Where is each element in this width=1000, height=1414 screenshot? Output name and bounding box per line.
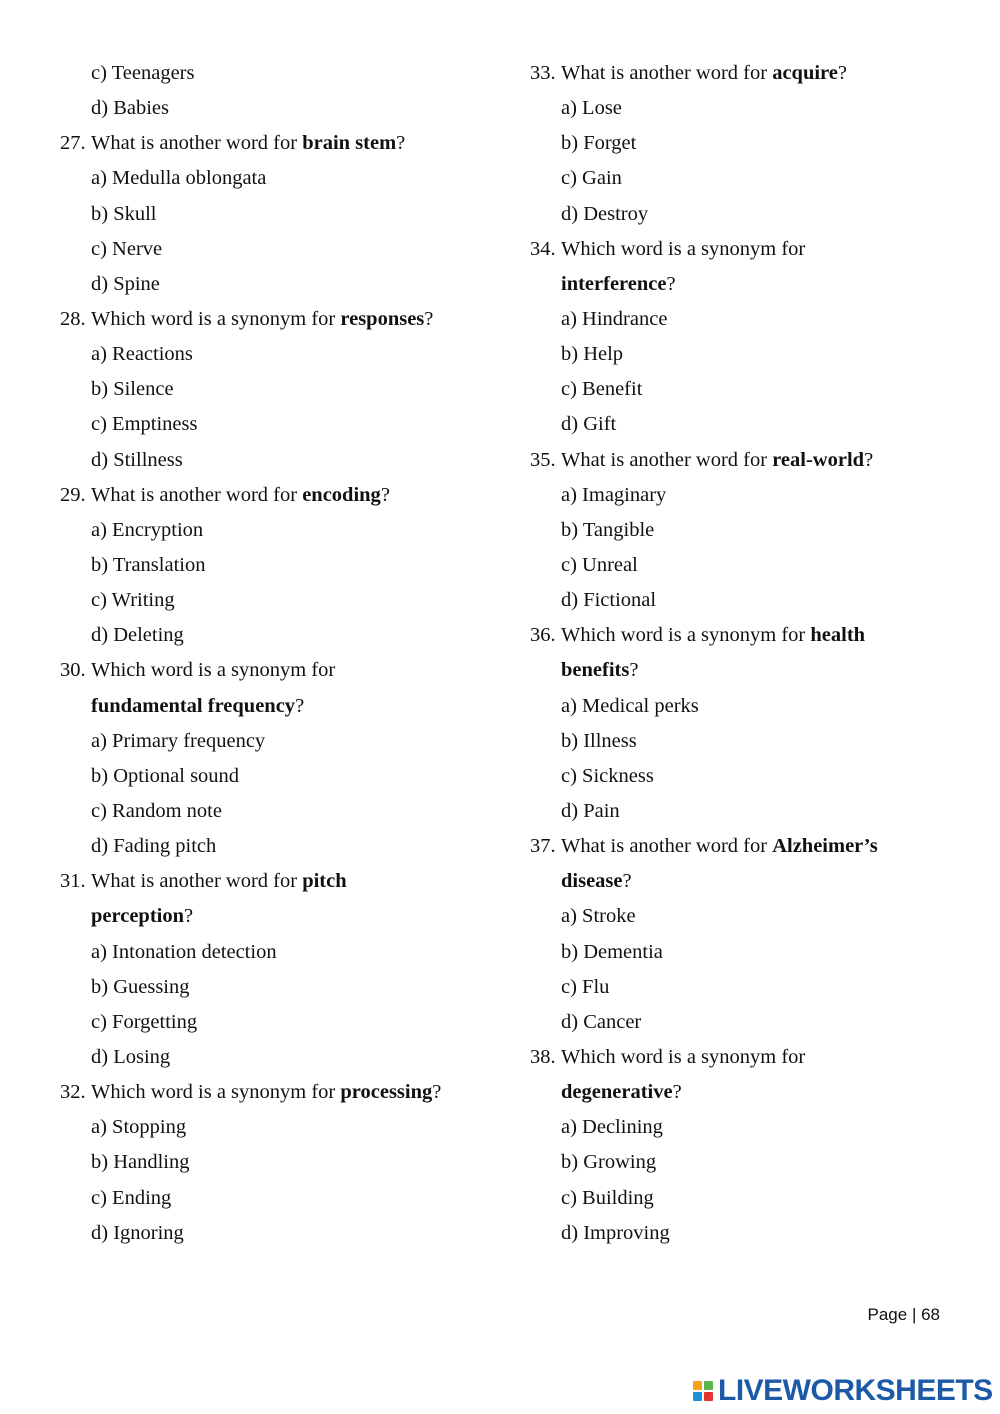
keyword: pitch — [302, 870, 347, 893]
liveworksheets-brand — [693, 1376, 993, 1406]
question-stem — [561, 238, 805, 260]
answer-option: c) Random note — [91, 799, 222, 822]
answer-option: b) Illness — [561, 729, 637, 752]
answer-option: d) Gift — [561, 413, 617, 436]
question-stem — [561, 624, 865, 646]
question-stem — [91, 308, 433, 330]
question-number: 27. — [60, 132, 86, 155]
answer-option: d) Destroy — [561, 202, 649, 225]
answer-option: d) Losing — [91, 1045, 171, 1068]
question-36 — [530, 618, 950, 653]
answer-option: a) Hindrance — [561, 307, 668, 330]
logo-square-1 — [693, 1381, 702, 1390]
answer-option: c) Unreal — [561, 553, 638, 576]
answer-option: a) Medical perks — [561, 694, 699, 717]
question-text: What is another word for — [561, 62, 773, 84]
answer-option: b) Skull — [91, 202, 157, 225]
answer-option: c) Writing — [91, 589, 175, 612]
question-text: What is another word for — [91, 132, 303, 155]
left-column — [60, 56, 480, 1251]
question-text: Which word is a synonym for — [561, 1045, 806, 1068]
keyword: interference — [561, 272, 667, 295]
answer-option: c) Building — [561, 1186, 654, 1209]
question-stem — [561, 1046, 805, 1068]
keyword: real-world — [772, 448, 865, 471]
question-number: 30. — [60, 659, 86, 682]
question-31 — [60, 864, 480, 899]
answer-option: a) Imaginary — [561, 483, 667, 506]
question-text: Which word is a synonym for — [561, 237, 806, 260]
answer-option: b) Translation — [91, 553, 206, 576]
keyword: processing — [340, 1081, 433, 1104]
answer-option: d) Deleting — [91, 624, 184, 647]
answer-option: a) Reactions — [91, 343, 193, 366]
question-number: 32. — [60, 1081, 86, 1104]
question-stem — [91, 870, 347, 892]
question-stem — [91, 484, 390, 506]
keyword: Alzheimer’s — [772, 835, 878, 858]
brand-wordmark: LIVEWORKSHEETS — [718, 1374, 993, 1407]
answer-option: c) Gain — [561, 167, 622, 190]
question-text: ? — [864, 448, 874, 471]
question-stem-continued — [530, 1075, 950, 1110]
keyword: perception — [91, 905, 185, 928]
question-28 — [60, 302, 480, 337]
answer-option: c) Teenagers — [91, 62, 195, 84]
answer-option: c) Flu — [561, 975, 610, 998]
answer-option: b) Tangible — [561, 518, 655, 541]
question-stem-continued — [530, 267, 950, 302]
answer-option: d) Babies — [91, 97, 169, 120]
question-text: ? — [396, 132, 406, 155]
answer-option: a) Stroke — [561, 905, 636, 928]
question-number: 35. — [530, 448, 556, 471]
answer-option: a) Stopping — [91, 1116, 187, 1139]
logo-square-2 — [704, 1381, 713, 1390]
answer-option: c) Nerve — [91, 237, 163, 260]
answer-option: a) Lose — [561, 97, 622, 120]
logo-square-4 — [704, 1392, 713, 1401]
question-34 — [530, 232, 950, 267]
question-number: 33. — [530, 62, 556, 84]
answer-option: b) Help — [561, 343, 624, 366]
keyword: disease — [561, 870, 623, 893]
question-38 — [530, 1040, 950, 1075]
logo-square-3 — [693, 1392, 702, 1401]
answer-option: c) Emptiness — [91, 413, 198, 436]
question-text: Which word is a synonym for — [91, 307, 341, 330]
question-text: What is another word for — [561, 835, 773, 858]
question-text: Which word is a synonym for — [561, 624, 811, 647]
answer-option: b) Guessing — [91, 975, 190, 998]
question-text: ? — [672, 1081, 682, 1104]
question-text: ? — [184, 905, 194, 928]
right-column — [530, 56, 950, 1251]
keyword: health — [810, 624, 866, 647]
answer-option: c) Ending — [91, 1186, 172, 1209]
question-27 — [60, 126, 480, 161]
question-29 — [60, 478, 480, 513]
answer-option: c) Sickness — [561, 764, 654, 787]
question-text: ? — [432, 1081, 442, 1104]
question-stem — [91, 659, 335, 681]
answer-option: b) Handling — [91, 1151, 190, 1174]
question-stem — [561, 62, 847, 84]
question-text: Which word is a synonym for — [91, 1081, 341, 1104]
question-stem — [561, 449, 873, 471]
question-number: 38. — [530, 1045, 556, 1068]
question-stem-continued — [530, 864, 950, 899]
question-number: 37. — [530, 835, 556, 858]
keyword: degenerative — [561, 1081, 673, 1104]
question-stem-continued — [60, 689, 480, 724]
question-30 — [60, 653, 480, 688]
question-text: ? — [837, 62, 847, 84]
answer-option: b) Growing — [561, 1151, 657, 1174]
answer-option: d) Ignoring — [91, 1221, 184, 1244]
answer-option: d) Improving — [561, 1221, 670, 1244]
question-37 — [530, 829, 950, 864]
answer-option: a) Intonation detection — [91, 940, 277, 963]
answer-option: c) Benefit — [561, 378, 643, 401]
answer-option: d) Spine — [91, 272, 160, 295]
question-text: ? — [424, 307, 434, 330]
question-number: 31. — [60, 870, 86, 893]
answer-option: d) Cancer — [561, 1010, 642, 1033]
keyword: benefits — [561, 659, 630, 682]
question-text: What is another word for — [91, 870, 303, 893]
answer-option: b) Optional sound — [91, 764, 240, 787]
answer-option: b) Silence — [91, 378, 174, 401]
question-text: ? — [622, 870, 632, 893]
answer-option: a) Primary frequency — [91, 729, 266, 752]
answer-option: d) Stillness — [91, 448, 183, 471]
question-33 — [530, 56, 950, 91]
question-stem — [91, 1081, 441, 1103]
question-text: ? — [629, 659, 639, 682]
question-stem — [561, 835, 878, 857]
question-text: What is another word for — [561, 448, 773, 471]
question-number: 36. — [530, 624, 556, 647]
answer-option: a) Encryption — [91, 518, 204, 541]
question-text: ? — [666, 272, 676, 295]
question-text: ? — [295, 694, 305, 717]
liveworksheets-logo-icon — [693, 1381, 713, 1401]
question-text: Which word is a synonym for — [91, 659, 336, 682]
question-stem-continued — [530, 653, 950, 688]
question-35 — [530, 443, 950, 478]
question-text: What is another word for — [91, 483, 303, 506]
page-number: Page | 68 — [867, 1305, 940, 1324]
answer-option: b) Dementia — [561, 940, 663, 963]
keyword: acquire — [772, 62, 838, 84]
answer-option: c) Forgetting — [91, 1010, 198, 1033]
question-number: 29. — [60, 483, 86, 506]
question-32 — [60, 1075, 480, 1110]
keyword: fundamental frequency — [91, 694, 296, 717]
answer-option: b) Forget — [561, 132, 637, 155]
answer-option: a) Declining — [561, 1116, 663, 1139]
question-stem-continued — [60, 899, 480, 934]
question-stem — [91, 132, 405, 154]
keyword: brain stem — [302, 132, 397, 155]
answer-option: d) Fading pitch — [91, 835, 217, 858]
answer-option: d) Fictional — [561, 589, 657, 612]
keyword: responses — [340, 307, 425, 330]
question-number: 34. — [530, 237, 556, 260]
keyword: encoding — [302, 483, 381, 506]
answer-option: a) Medulla oblongata — [91, 167, 267, 190]
question-text: ? — [380, 483, 390, 506]
answer-option: d) Pain — [561, 799, 620, 822]
question-number: 28. — [60, 307, 86, 330]
